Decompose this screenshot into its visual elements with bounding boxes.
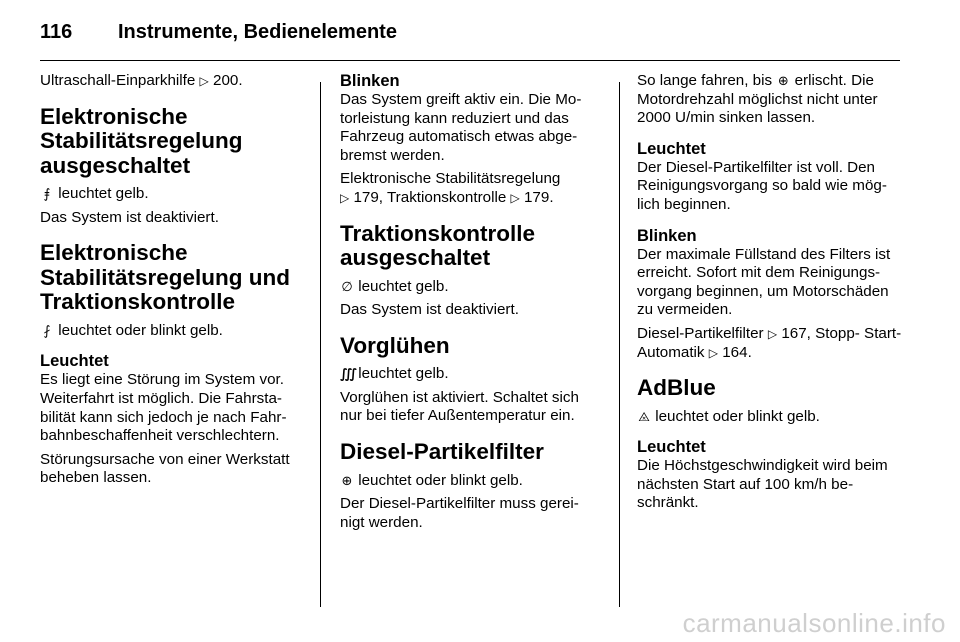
esc-off-status: ⨎ leuchtet gelb. xyxy=(40,185,308,204)
intro-paragraph: Ultraschall-Einparkhilfe ▷ 200. xyxy=(40,72,243,89)
preheat-status: ∭ leuchtet gelb. xyxy=(340,365,449,383)
adblue-warning-icon: ⨻ xyxy=(638,408,650,424)
page-reference-arrow-icon: ▷ xyxy=(340,190,350,205)
subheading-leuchtet-adblue: Leuchtet xyxy=(637,438,706,457)
glow-plug-coil-icon: ∭ xyxy=(340,366,357,382)
esc-off-description: Das System ist deaktiviert. xyxy=(40,208,219,226)
adblue-status: ⨻ leuchtet oder blinkt gelb. xyxy=(638,407,820,425)
esc-off-warning-icon: ⨎ xyxy=(43,186,51,202)
reference-paragraph: Elektronische Stabilitätsregelung ▷ 179, Traktionskontrolle ▷ 179. xyxy=(340,170,561,206)
adblue-leuchtet-paragraph: Die Höchstgeschwindigkeit wird beim nächsten Start auf 100 km/h be- schränkt. xyxy=(637,457,888,512)
dpf-blinken-paragraph: Der maximale Füllstand des Filters ist erreicht. Sofort mit dem Reinigungs- vorgang beginnen, um Motorschäden zu vermeiden. xyxy=(637,245,891,319)
section-title-tc-off: Traktionskontrolle ausgeschaltet xyxy=(340,220,536,271)
section-title-esc-off: Elektronische Stabilitätsregelung ausgeschaltet xyxy=(40,103,243,178)
esc-tc-off-warning-icon: ⨏ xyxy=(43,322,51,338)
diesel-particle-filter-icon: ⊕ xyxy=(777,73,789,88)
chapter-title: Instrumente, Bedienelemente xyxy=(118,21,397,43)
page-reference-arrow-icon: ▷ xyxy=(510,190,520,205)
esc-tc-status: ⨏ leuchtet oder blinkt gelb. xyxy=(40,322,308,341)
column-divider-2 xyxy=(619,82,620,607)
section-title-esc-tc: Elektronische Stabilitätsregelung und Traktionskontrolle xyxy=(40,240,291,315)
blinken-paragraph: Das System greift aktiv ein. Die Mo- torleistung kann reduziert und das Fahrzeug automatisch etwas abge- bremst werden. xyxy=(340,91,582,164)
section-title-dpf: Diesel-Partikelfilter xyxy=(340,439,544,465)
header-divider xyxy=(40,60,900,61)
column-1 xyxy=(40,72,308,493)
section-title-preheat: Vorglühen xyxy=(340,332,450,358)
subheading-leuchtet: Leuchtet xyxy=(40,352,109,371)
dpf-leuchtet-paragraph: Der Diesel-Partikelfilter ist voll. Den Reinigungsvorgang so bald wie mög- lich beginnen. xyxy=(637,158,887,213)
dpf-description: Der Diesel-Partikelfilter muss gerei- nigt werden. xyxy=(340,495,579,531)
tc-off-status: ∅ leuchtet gelb. xyxy=(341,277,449,295)
page-number: 116 xyxy=(40,21,73,43)
workshop-paragraph: Störungsursache von einer Werkstatt beheben lassen. xyxy=(40,450,290,487)
diesel-particle-filter-icon: ⊕ xyxy=(341,472,353,488)
column-2 xyxy=(340,72,600,537)
section-title-adblue: AdBlue xyxy=(637,375,716,401)
page-header xyxy=(40,14,900,50)
page-reference-arrow-icon: ▷ xyxy=(767,326,778,341)
page-reference-arrow-icon: ▷ xyxy=(199,74,209,88)
column-divider-1 xyxy=(320,82,321,607)
watermark: carmanualsonline.info xyxy=(682,608,946,638)
drive-paragraph: So lange fahren, bis ⊕ erlischt. Die Motordrehzahl möglichst nicht unter 2000 U/min sinken lassen. xyxy=(637,72,878,127)
traction-control-off-icon: ∅ xyxy=(341,278,353,294)
subheading-leuchtet-dpf: Leuchtet xyxy=(637,139,706,158)
subheading-blinken: Blinken xyxy=(340,72,400,90)
column-3 xyxy=(637,72,902,518)
dpf-reference-paragraph: Diesel-Partikelfilter ▷ 167, Stopp- Start-Automatik ▷ 164. xyxy=(637,324,902,361)
leuchtet-paragraph: Es liegt eine Störung im System vor. Weiterfahrt ist möglich. Die Fahrsta- bilität kann sich jedoch je nach Fahr- bahnbeschaffenheit verschlechtern. xyxy=(40,371,287,445)
tc-off-description: Das System ist deaktiviert. xyxy=(340,301,519,319)
preheat-description: Vorglühen ist aktiviert. Schaltet sich nur bei tiefer Außentemperatur ein. xyxy=(340,388,579,425)
page-reference-arrow-icon: ▷ xyxy=(708,345,718,360)
dpf-status: ⊕ leuchtet oder blinkt gelb. xyxy=(341,471,523,489)
subheading-blinken-dpf: Blinken xyxy=(637,226,697,245)
